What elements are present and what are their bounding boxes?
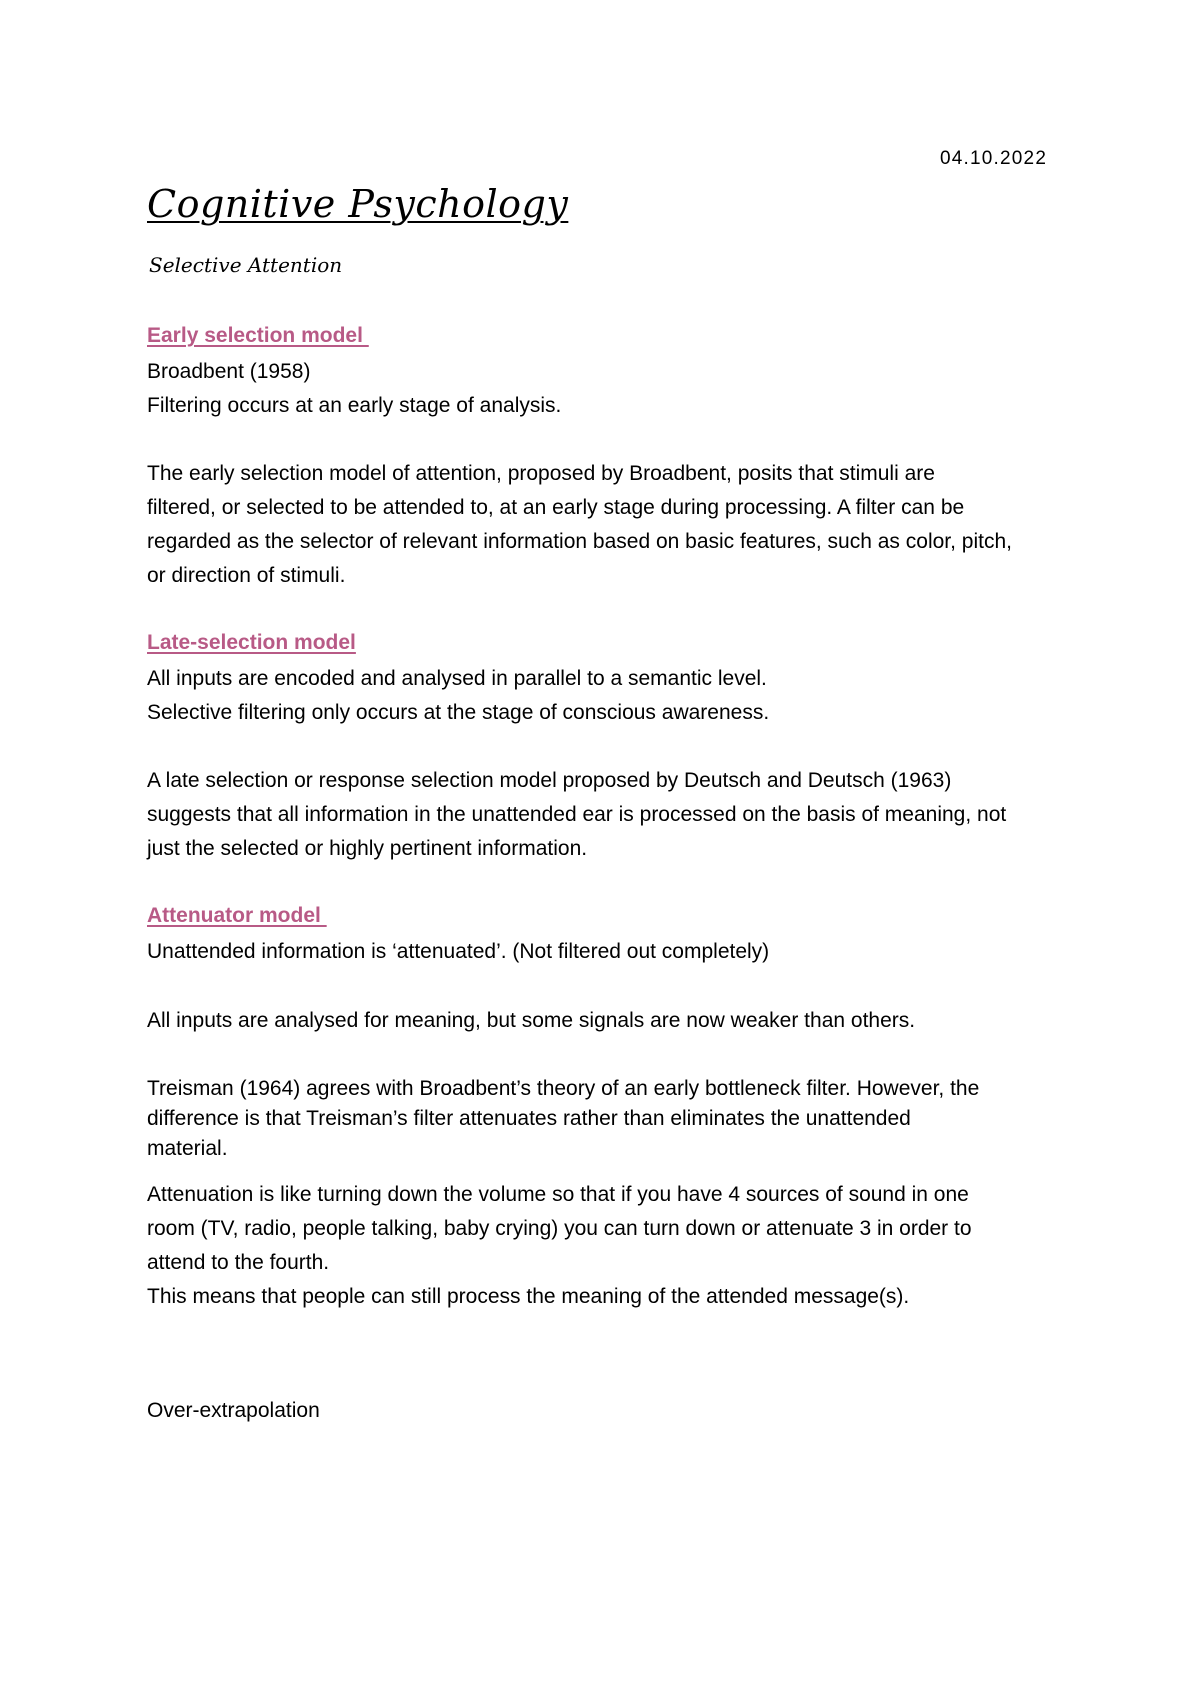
heading-early-selection-model: Early selection model — [147, 324, 369, 347]
text-line: Unattended information is ‘attenuated’. (Not filtered out completely) — [147, 940, 770, 963]
text-line: or direction of stimuli. — [147, 564, 346, 587]
document-title: Cognitive Psychology — [147, 182, 569, 226]
text-line: filtered, or selected to be attended to, at an early stage during processing. A filter can be — [147, 496, 965, 519]
paragraph-attenuator-meaning — [147, 1004, 915, 1038]
text-line: Filtering occurs at an early stage of analysis. — [147, 394, 562, 417]
text-line: material. — [147, 1137, 228, 1160]
paragraph-late-intro — [147, 662, 769, 730]
paragraph-attenuation-example — [147, 1178, 972, 1314]
text-line: All inputs are encoded and analysed in parallel to a semantic level. — [147, 667, 767, 690]
paragraph-late-description — [147, 764, 1006, 866]
text-line: room (TV, radio, people talking, baby crying) you can turn down or attenuate 3 in order to — [147, 1217, 972, 1240]
text-line: Attenuation is like turning down the volume so that if you have 4 sources of sound in one — [147, 1183, 969, 1206]
text-line: regarded as the selector of relevant information based on basic features, such as color, pitch, — [147, 530, 1012, 553]
text-line: just the selected or highly pertinent information. — [147, 837, 588, 860]
paragraph-attenuator-intro — [147, 935, 769, 969]
document-date: 04.10.2022 — [940, 148, 1048, 169]
document-subtitle: Selective Attention — [149, 253, 343, 277]
text-line: A late selection or response selection model proposed by Deutsch and Deutsch (1963) — [147, 769, 952, 792]
footer-note: Over-extrapolation — [147, 1399, 320, 1422]
text-line: Broadbent (1958) — [147, 360, 311, 383]
paragraph-early-description — [147, 457, 1012, 593]
text-line: suggests that all information in the unattended ear is processed on the basis of meaning, not — [147, 803, 1007, 826]
text-line: All inputs are analysed for meaning, but some signals are now weaker than others. — [147, 1009, 916, 1032]
heading-late-selection-model: Late-selection model — [147, 631, 356, 654]
text-line: attend to the fourth. — [147, 1251, 330, 1274]
paragraph-early-intro — [147, 355, 561, 423]
text-line: Treisman (1964) agrees with Broadbent’s theory of an early bottleneck filter. However, the — [147, 1077, 980, 1100]
text-line: Selective filtering only occurs at the stage of conscious awareness. — [147, 701, 770, 724]
text-line: The early selection model of attention, proposed by Broadbent, posits that stimuli are — [147, 462, 935, 485]
text-line: difference is that Treisman’s filter attenuates rather than eliminates the unattended — [147, 1107, 911, 1130]
heading-attenuator-model: Attenuator model — [147, 904, 327, 927]
paragraph-treisman — [147, 1074, 979, 1164]
text-line: This means that people can still process the meaning of the attended message(s). — [147, 1285, 910, 1308]
